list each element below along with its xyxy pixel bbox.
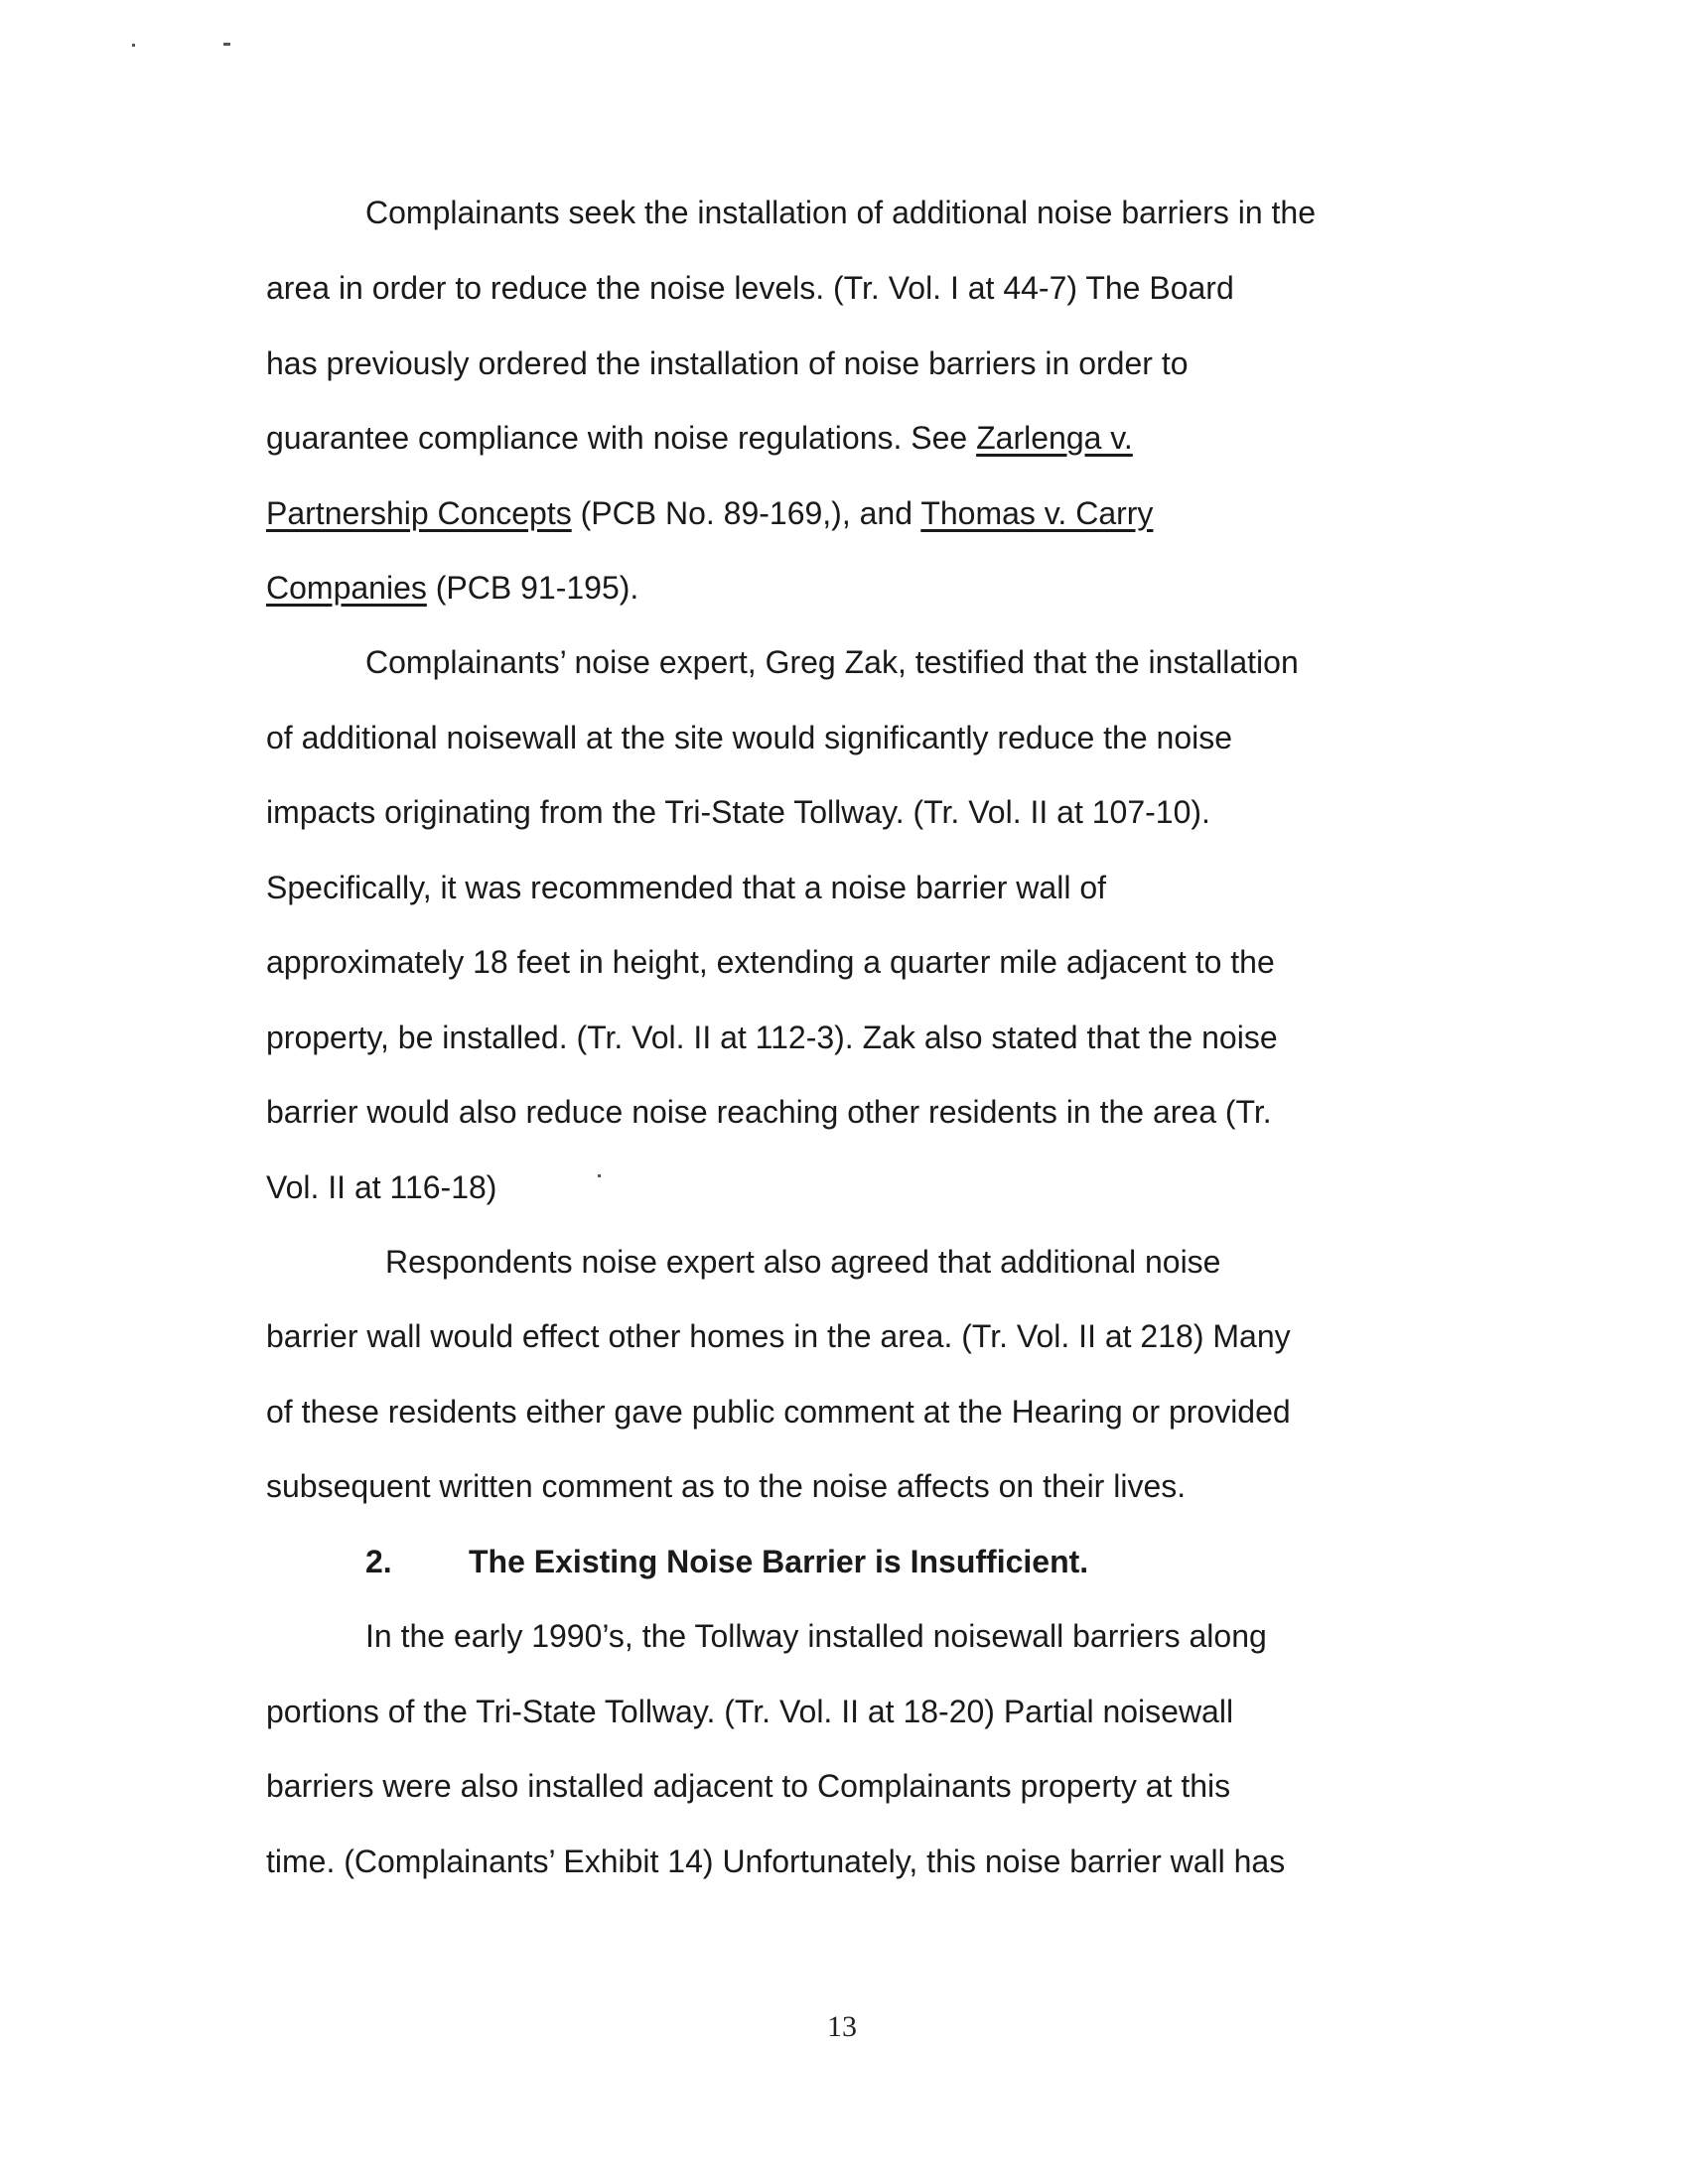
text-line: time. (Complainants’ Exhibit 14) Unfortunately, this noise barrier wall has bbox=[266, 1843, 1286, 1879]
text-line: area in order to reduce the noise levels. (Tr. Vol. I at 44-7) The Board bbox=[266, 270, 1234, 306]
text-line: barrier wall would effect other homes in the area. (Tr. Vol. II at 218) Many bbox=[266, 1318, 1291, 1354]
page-number: 13 bbox=[827, 2010, 857, 2043]
text-line: Vol. II at 116-18) bbox=[266, 1169, 497, 1205]
text-segment: (PCB 91-195). bbox=[426, 570, 639, 606]
text-line: Specifically, it was recommended that a noise barrier wall of bbox=[266, 870, 1106, 905]
text-segment: (PCB No. 89-169,), and bbox=[571, 495, 921, 531]
text-line: portions of the Tri-State Tollway. (Tr. Vol. II at 18-20) Partial noisewall bbox=[266, 1694, 1234, 1729]
text-line: has previously ordered the installation of noise barriers in order to bbox=[266, 345, 1189, 381]
text-line: Respondents noise expert also agreed that additional noise bbox=[385, 1244, 1221, 1280]
text-line bbox=[266, 493, 1153, 533]
scan-speck bbox=[223, 43, 230, 46]
text-line bbox=[266, 418, 1133, 458]
case-citation: Zarlenga v. bbox=[976, 420, 1133, 456]
text-line: Complainants seek the installation of additional noise barriers in the bbox=[365, 195, 1316, 230]
text-line: of additional noisewall at the site would significantly reduce the noise bbox=[266, 720, 1233, 755]
scan-speck bbox=[132, 44, 135, 47]
text-line bbox=[266, 568, 638, 608]
text-line: Complainants’ noise expert, Greg Zak, testified that the installation bbox=[365, 644, 1299, 680]
text-segment: guarantee compliance with noise regulations. See bbox=[266, 420, 977, 456]
text-line: subsequent written comment as to the noise affects on their lives. bbox=[266, 1468, 1187, 1504]
text-line: In the early 1990’s, the Tollway installed noisewall barriers along bbox=[365, 1618, 1267, 1654]
text-line: of these residents either gave public comment at the Hearing or provided bbox=[266, 1394, 1291, 1430]
heading-title: The Existing Noise Barrier is Insufficient. bbox=[469, 1544, 1089, 1579]
case-citation: Partnership Concepts bbox=[266, 495, 572, 531]
text-line: barriers were also installed adjacent to Complainants property at this bbox=[266, 1768, 1231, 1804]
heading-number: 2. bbox=[365, 1544, 392, 1579]
text-line: property, be installed. (Tr. Vol. II at 112-3). Zak also stated that the noise bbox=[266, 1020, 1278, 1055]
case-citation: Thomas v. Carry bbox=[920, 495, 1154, 531]
body-text bbox=[266, 0, 1353, 1985]
case-citation: Companies bbox=[266, 570, 427, 606]
text-line: impacts originating from the Tri-State Tollway. (Tr. Vol. II at 107-10). bbox=[266, 794, 1210, 830]
text-line: approximately 18 feet in height, extending a quarter mile adjacent to the bbox=[266, 944, 1275, 980]
text-line: barrier would also reduce noise reaching other residents in the area (Tr. bbox=[266, 1094, 1272, 1130]
